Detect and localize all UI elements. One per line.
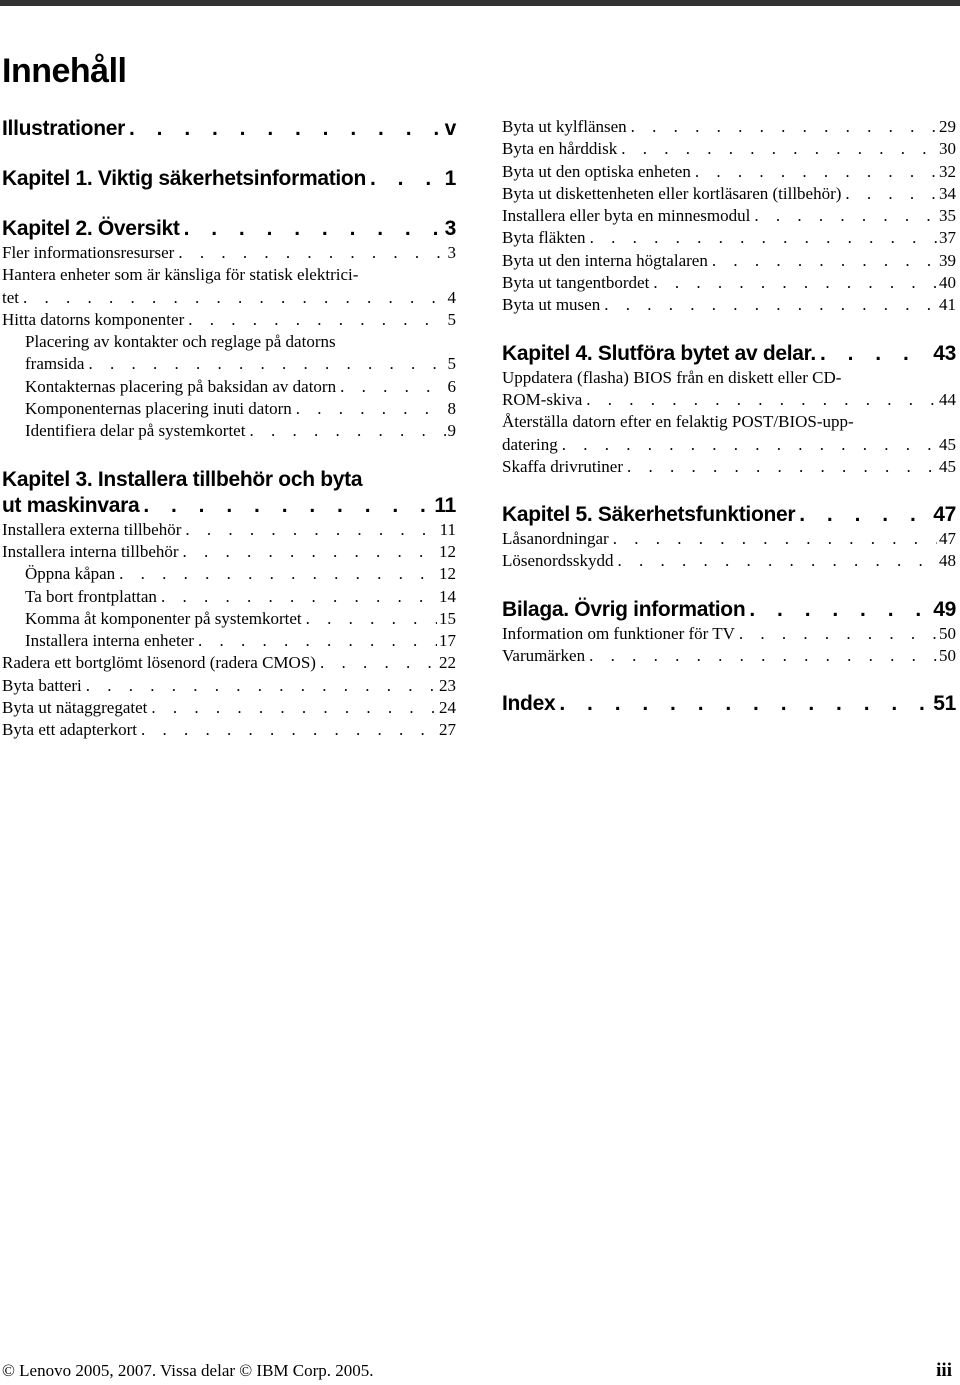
toc-entry-link[interactable]: [502, 138, 956, 160]
dot-leader: [179, 541, 437, 563]
toc-entry-link[interactable]: [2, 719, 456, 741]
toc-entry-title: Kapitel 2. Översikt: [2, 217, 180, 240]
toc-entry-link[interactable]: [2, 697, 456, 719]
toc-chapter-link[interactable]: [502, 502, 956, 528]
toc-page-number: 29: [939, 117, 956, 136]
toc-entry-title: Öppna kåpan: [25, 564, 116, 584]
dot-leader: [316, 652, 437, 674]
toc-entry-title: Byta fläkten: [502, 228, 586, 248]
toc-entry-title: Identifiera delar på systemkortet: [25, 421, 246, 441]
toc-page-number: 22: [439, 653, 456, 673]
dot-leader: [600, 294, 937, 316]
toc-entry-title: Fler informationsresurser: [2, 243, 175, 262]
toc-entry-title: Byta batteri: [2, 675, 82, 695]
toc-entry-title: Kontakternas placering på baksidan av datorn: [25, 376, 337, 396]
dot-leader: [745, 597, 931, 623]
toc-page-number: 44: [939, 389, 956, 409]
dot-leader: [194, 630, 437, 652]
toc-page-number: 41: [939, 295, 956, 315]
toc-entry-title: Uppdatera (flasha) BIOS från en diskett eller CD-: [502, 367, 842, 387]
toc-page-number: 3: [444, 217, 456, 240]
toc-entry-link[interactable]: [502, 294, 956, 316]
toc-entry-title: Radera ett bortglömt lösenord (radera CMOS): [2, 653, 316, 673]
dot-leader: [691, 161, 937, 183]
toc-entry-title-cont: tet: [2, 287, 19, 307]
toc-entry-title: Byta en hårddisk: [502, 139, 618, 159]
toc-page-number: 14: [439, 586, 456, 606]
toc-chapter-link[interactable]: [2, 116, 456, 142]
toc-page-number: 24: [439, 698, 456, 718]
toc-entry-title: Byta ut den interna högtalaren: [502, 250, 708, 270]
toc-entry-title-cont: datering: [502, 434, 558, 454]
toc-page-number: 11: [434, 493, 456, 517]
top-rule: [0, 0, 960, 6]
dot-leader: [609, 528, 937, 550]
toc-entry-title: Byta ut nätaggregatet: [2, 698, 148, 718]
toc-entry-link[interactable]: [502, 550, 956, 572]
toc-entry-link[interactable]: [502, 645, 956, 667]
dot-leader: [174, 242, 445, 264]
toc-entry-title: Information om funktioner för TV: [502, 623, 735, 643]
toc-page-number: 5: [447, 354, 456, 374]
toc-page-number: 35: [939, 206, 956, 226]
toc-page-number: 12: [439, 541, 456, 561]
toc-page-number: 39: [939, 250, 956, 270]
dot-leader: [585, 645, 937, 667]
toc-chapter-link[interactable]: [502, 597, 956, 623]
toc-entry-link[interactable]: [502, 528, 956, 550]
toc-page-number: 43: [933, 341, 956, 365]
dot-leader: [841, 183, 937, 205]
toc-entry-title-cont: ut maskinvara: [2, 493, 140, 517]
dot-leader: [617, 138, 937, 160]
page-footer: [2, 1360, 952, 1382]
dot-leader: [19, 287, 446, 309]
toc-chapter-link[interactable]: [2, 467, 456, 519]
toc-entry-title: Installera interna tillbehör: [2, 541, 179, 561]
toc-entry-title: Hantera enheter som är känsliga för statisk elektrici-: [2, 265, 359, 285]
toc-page-number: 12: [439, 564, 456, 584]
toc-entry-title: Byta ut den optiska enheten: [502, 161, 691, 181]
dot-leader: [180, 216, 443, 242]
toc-page-number: 5: [447, 309, 456, 329]
dot-leader: [558, 434, 937, 456]
dot-leader: [292, 398, 446, 420]
dot-leader: [750, 205, 937, 227]
toc-entry-link[interactable]: [2, 541, 456, 563]
toc-entry-link[interactable]: [2, 563, 456, 585]
toc-page-number: 1: [444, 167, 456, 190]
dot-leader: [302, 608, 437, 630]
toc-entry-title: Ta bort frontplattan: [25, 586, 157, 606]
toc-page-number: 8: [447, 399, 456, 419]
dot-leader: [147, 697, 437, 719]
toc-entry-link[interactable]: [502, 250, 956, 272]
toc-entry-link[interactable]: [2, 519, 456, 541]
dot-leader: [816, 341, 931, 367]
dot-leader: [613, 550, 937, 572]
toc-entry-title: Komponenternas placering inuti datorn: [25, 399, 292, 419]
dot-leader: [157, 586, 437, 608]
toc-entry-title: Installera externa tillbehör: [2, 519, 182, 539]
dot-leader: [181, 519, 437, 541]
toc-entry-link[interactable]: [2, 376, 456, 398]
toc-entry-link[interactable]: [2, 264, 456, 309]
toc-entry-link[interactable]: [502, 116, 956, 138]
toc-entry-link[interactable]: [2, 630, 456, 652]
toc-page-number: 32: [939, 161, 956, 181]
toc-left-column: [2, 116, 456, 742]
toc-entry-link[interactable]: [2, 309, 456, 331]
toc-entry-title: Illustrationer: [2, 117, 125, 140]
toc-entry-title: Kapitel 1. Viktig säkerhetsinformation: [2, 167, 366, 190]
toc-entry-title: Byta ut diskettenheten eller kortläsaren (tillbehör): [502, 183, 842, 203]
toc-page-number: 50: [939, 646, 956, 666]
copyright-notice: © Lenovo 2005, 2007. Vissa delar © IBM Corp. 2005.: [2, 1361, 374, 1380]
dot-leader: [336, 376, 445, 398]
toc-page-number: 11: [439, 519, 456, 539]
toc-entry-title: Index: [502, 692, 556, 716]
toc-page-number: 17: [439, 631, 456, 651]
toc-entry-link[interactable]: [2, 675, 456, 697]
dot-leader: [623, 456, 937, 478]
toc-entry-link[interactable]: [502, 411, 956, 456]
toc-entry-title: Byta ut musen: [502, 295, 601, 315]
toc-entry-link[interactable]: [2, 608, 456, 630]
toc-entry-title-cont: framsida: [25, 354, 85, 374]
dot-leader: [795, 502, 931, 528]
toc-page-number: 50: [939, 623, 956, 643]
dot-leader: [125, 116, 443, 142]
toc-entry-title-cont: ROM-skiva: [502, 389, 583, 409]
toc-entry-title: Placering av kontakter och reglage på datorns: [25, 332, 336, 352]
toc-entry-title: Återställa datorn efter en felaktig POST/BIOS-upp-: [502, 412, 854, 432]
toc-page-number: 40: [939, 273, 956, 293]
toc-page-number: 49: [933, 597, 956, 621]
page-number: iii: [936, 1360, 952, 1381]
toc-page-number: 15: [439, 608, 456, 628]
toc-entry-title: Bilaga. Övrig information: [502, 597, 746, 621]
page-title: Innehåll: [2, 52, 127, 90]
toc-entry-title: Installera interna enheter: [25, 631, 194, 651]
dot-leader: [586, 227, 937, 249]
dot-leader: [137, 719, 437, 741]
dot-leader: [184, 309, 445, 331]
toc-page-number: 37: [939, 228, 956, 248]
dot-leader: [649, 272, 937, 294]
toc-chapter-link[interactable]: [2, 166, 456, 192]
toc-page-number: 23: [439, 675, 456, 695]
toc-page-number: 9: [447, 421, 456, 441]
toc-chapter-link[interactable]: [502, 691, 956, 717]
toc-right-column: [502, 116, 956, 717]
toc-page-number: 3: [447, 243, 456, 262]
toc-entry-link[interactable]: [502, 367, 956, 412]
dot-leader: [245, 420, 445, 442]
toc-entry-link[interactable]: [2, 398, 456, 420]
dot-leader: [84, 353, 445, 375]
dot-leader: [708, 250, 937, 272]
toc-entry-link[interactable]: [2, 420, 456, 442]
dot-leader: [366, 166, 443, 192]
toc-entry-title: Kapitel 5. Säkerhetsfunktioner: [502, 503, 796, 527]
toc-page-number: 45: [939, 456, 956, 476]
toc-entry-title: Kapitel 3. Installera tillbehör och byta: [2, 467, 363, 491]
toc-page-number: 45: [939, 434, 956, 454]
toc-chapter-link[interactable]: [502, 341, 956, 367]
toc-entry-title: Installera eller byta en minnesmodul: [502, 206, 751, 226]
toc-page-number: 6: [447, 376, 456, 396]
dot-leader: [82, 675, 437, 697]
toc-entry-title: Byta ut kylflänsen: [502, 117, 627, 136]
toc-entry-link[interactable]: [502, 227, 956, 249]
toc-entry-link[interactable]: [502, 183, 956, 205]
toc-entry-title: Byta ut tangentbordet: [502, 273, 650, 293]
toc-page-number: 30: [939, 139, 956, 159]
toc-entry-title: Hitta datorns komponenter: [2, 309, 185, 329]
toc-page-number: 34: [939, 183, 956, 203]
toc-page-number: 4: [447, 287, 456, 307]
toc-page-number: 47: [939, 529, 956, 549]
toc-entry-link[interactable]: [2, 586, 456, 608]
toc-chapter-link[interactable]: [2, 216, 456, 242]
toc-entry-title: Kapitel 4. Slutföra bytet av delar.: [502, 341, 816, 365]
toc-entry-title: Skaffa drivrutiner: [502, 456, 624, 476]
toc-entry-title: Komma åt komponenter på systemkortet: [25, 608, 302, 628]
toc-page-number: 51: [933, 692, 956, 716]
toc-entry-title: Varumärken: [502, 646, 586, 666]
toc-entry-title: Lösenordsskydd: [502, 551, 614, 571]
dot-leader: [582, 389, 937, 411]
toc-entry-link[interactable]: [2, 331, 456, 376]
dot-leader: [115, 563, 437, 585]
toc-entry-link[interactable]: [502, 456, 956, 478]
toc-entry-link[interactable]: [502, 623, 956, 645]
toc-page-number: 27: [439, 720, 456, 740]
dot-leader: [555, 691, 931, 717]
dot-leader: [735, 623, 937, 645]
toc-entry-link[interactable]: [502, 272, 956, 294]
toc-entry-link[interactable]: [2, 242, 456, 264]
toc-page-number: v: [444, 117, 456, 140]
dot-leader: [627, 116, 937, 138]
toc-page-number: 48: [939, 551, 956, 571]
toc-entry-link[interactable]: [502, 205, 956, 227]
toc-entry-link[interactable]: [2, 652, 456, 674]
toc-entry-title: Byta ett adapterkort: [2, 720, 138, 740]
dot-leader: [139, 493, 432, 519]
toc-page-number: 47: [933, 503, 956, 527]
toc-entry-link[interactable]: [502, 161, 956, 183]
toc-entry-title: Låsanordningar: [502, 529, 609, 549]
